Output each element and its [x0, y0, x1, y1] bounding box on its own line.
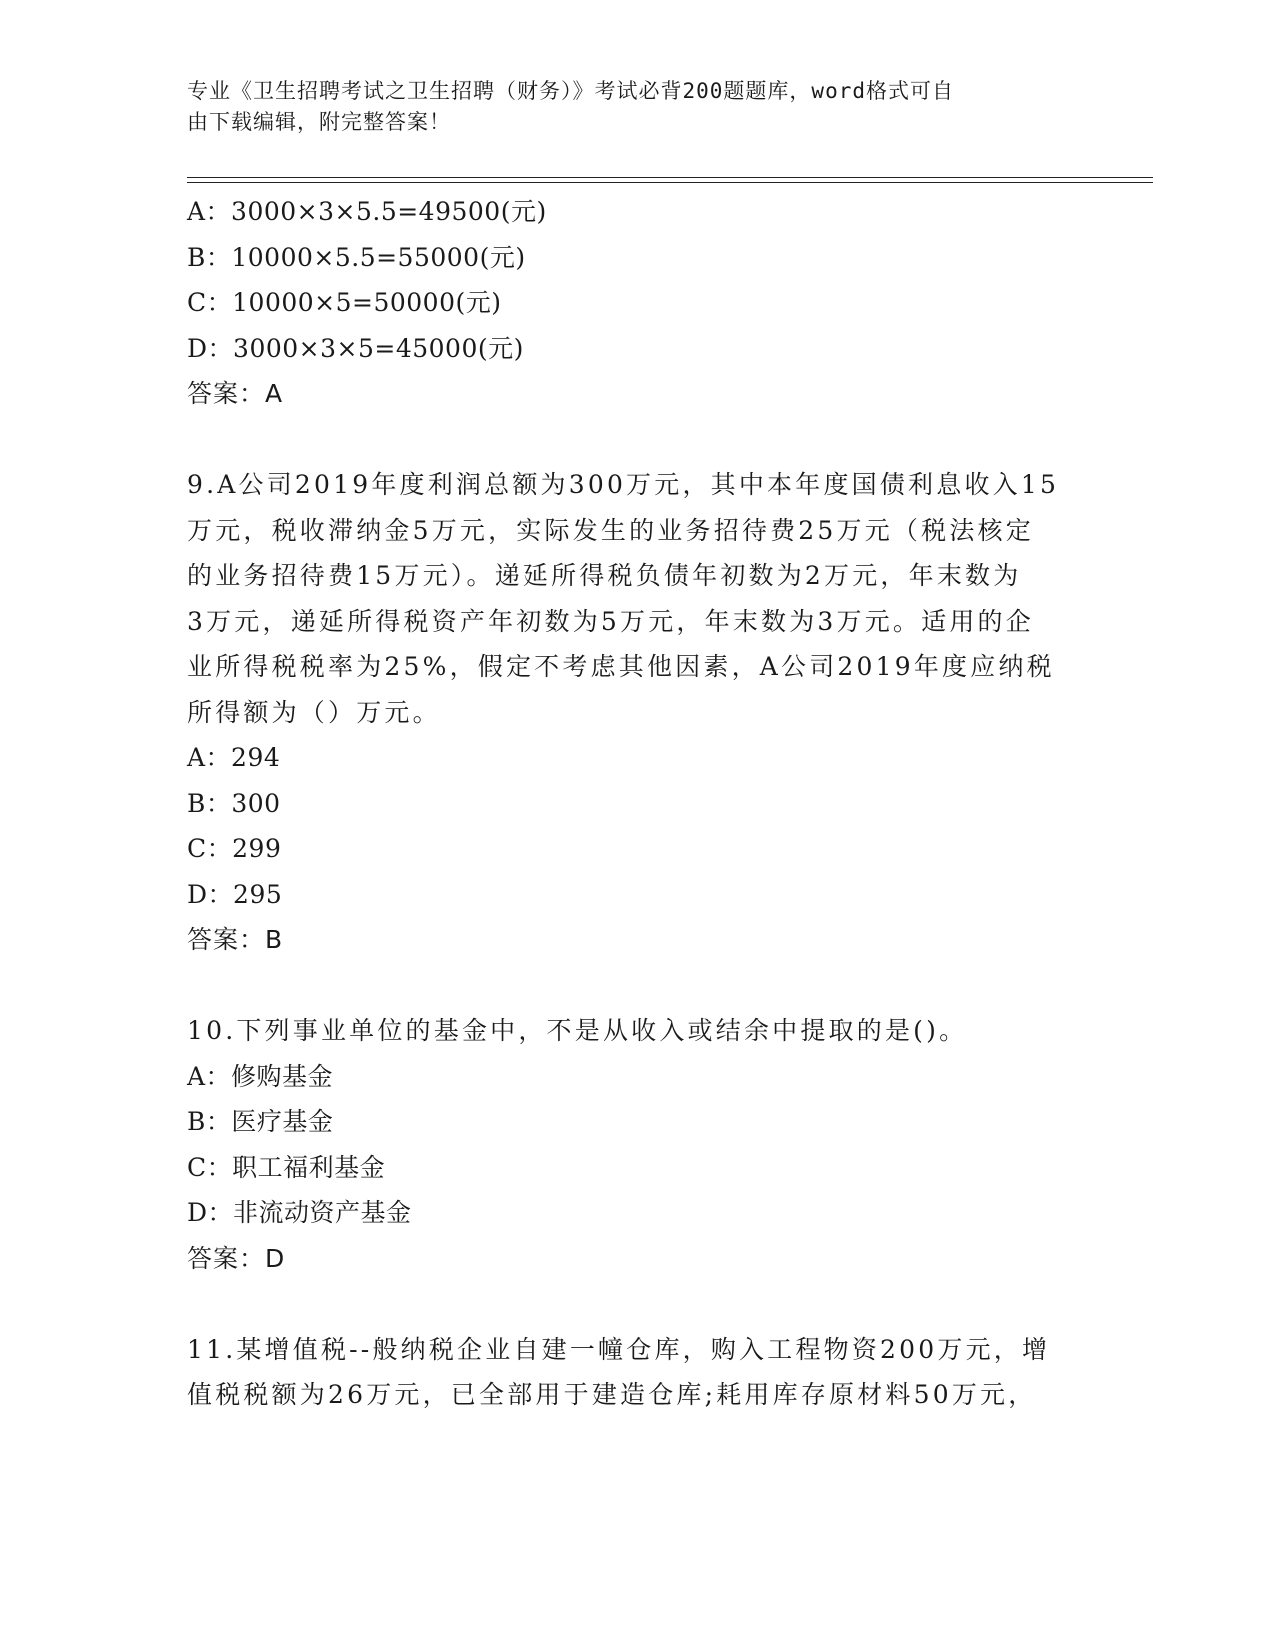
question-stem-line: 11.某增值税--般纳税企业自建一幢仓库，购入工程物资200万元，增: [187, 1334, 1051, 1364]
option-b: B：10000×5.5=55000(元): [187, 242, 526, 272]
option-d: D：295: [187, 879, 283, 909]
header-line-1: 专业《卫生招聘考试之卫生招聘（财务）》考试必背200题题库，word格式可自: [187, 79, 954, 103]
question-stem-line: 所得额为（）万元。: [187, 697, 441, 727]
spacer: [187, 963, 1087, 1009]
question-11: [187, 1327, 1087, 1418]
option-a: A：3000×3×5.5=49500(元): [187, 197, 547, 226]
option-c: C：10000×5=50000(元): [187, 288, 502, 317]
option-d: D：非流动资产基金: [187, 1198, 412, 1227]
question-stem-line: 3万元，递延所得税资产年初数为5万元，年末数为3万元。适用的企: [187, 606, 1034, 636]
question-stem-line: 9.A公司2019年度利润总额为300万元，其中本年度国债利息收入15: [187, 470, 1060, 499]
question-stem-line: 万元，税收滞纳金5万元，实际发生的业务招待费25万元（税法核定: [187, 515, 1034, 545]
option-b: B：300: [187, 788, 281, 818]
question-stem-line: 10.下列事业单位的基金中，不是从收入或结余中提取的是()。: [187, 1016, 968, 1045]
question-10: [187, 1008, 1087, 1281]
question-content: [187, 189, 1087, 1418]
question-stem-line: 值税税额为26万元，已全部用于建造仓库;耗用库存原材料50万元，: [187, 1380, 1037, 1409]
answer: 答案：A: [187, 379, 284, 408]
answer: 答案：D: [187, 1243, 286, 1273]
question-8: [187, 189, 1087, 417]
option-b: B：医疗基金: [187, 1107, 334, 1136]
option-a: A：修购基金: [187, 1061, 334, 1091]
header-divider-bottom: [187, 182, 1153, 183]
header-divider-top: [187, 177, 1153, 178]
header-line-2: 由下载编辑，附完整答案！: [187, 110, 451, 134]
question-stem-line: 业所得税税率为25%，假定不考虑其他因素，A公司2019年度应纳税: [187, 652, 1055, 681]
spacer: [187, 1281, 1087, 1327]
answer: 答案：B: [187, 925, 284, 954]
question-stem-line: 的业务招待费15万元）。递延所得税负债年初数为2万元，年末数为: [187, 561, 1022, 590]
document-header: [187, 76, 1067, 138]
option-d: D：3000×3×5=45000(元): [187, 333, 524, 363]
question-9: [187, 462, 1087, 963]
option-c: C：职工福利基金: [187, 1152, 386, 1182]
spacer: [187, 417, 1087, 463]
option-c: C：299: [187, 834, 282, 863]
option-a: A：294: [187, 743, 281, 772]
